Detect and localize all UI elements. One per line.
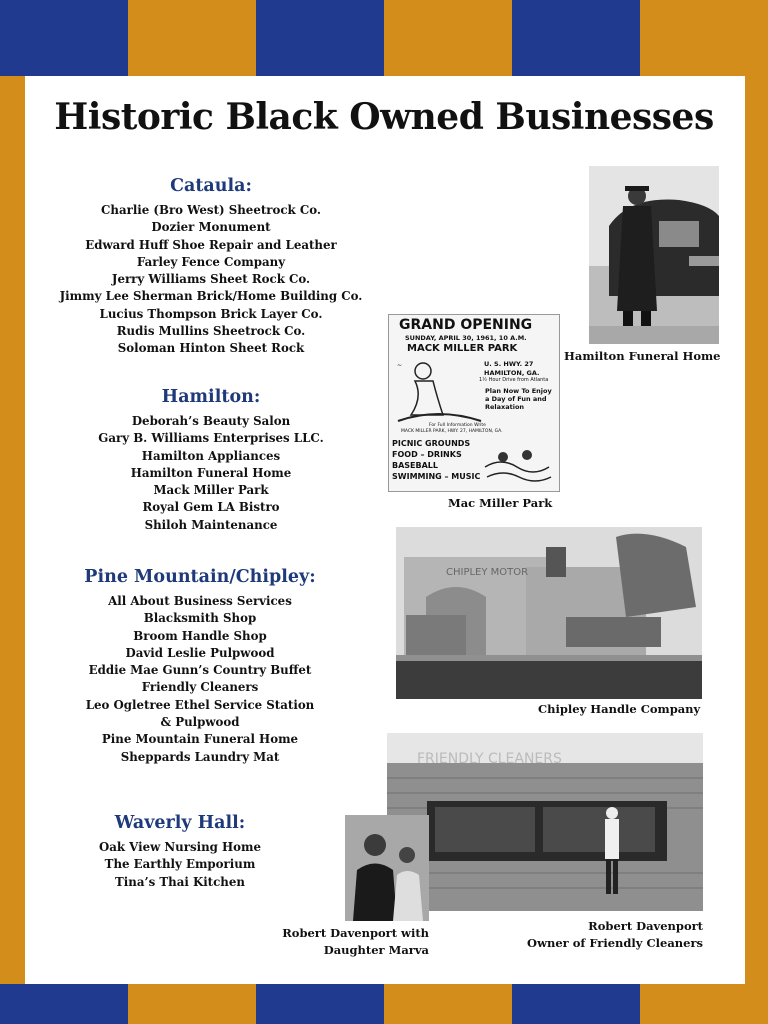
chipley-sign: CHIPLEY MOTOR <box>446 567 529 578</box>
poster-info-2: MACK MILLER PARK, HWY. 27, HAMILTON, GA. <box>401 429 503 434</box>
list-item: All About Business Services <box>108 594 292 608</box>
list-item: Royal Gem LA Bistro <box>142 500 280 515</box>
mack-miller-poster <box>388 314 560 492</box>
list-item: Leo Ogletree Ethel Service Station <box>85 697 315 712</box>
poster-plan <box>485 387 552 411</box>
chipley-caption: Chipley Handle Company <box>538 702 701 716</box>
list-item: Oak View Nursing Home <box>98 840 262 854</box>
svg-text:~: ~ <box>397 362 403 369</box>
list-item: David Leslie Pulpwood <box>125 645 275 660</box>
funeral-home-photo <box>589 166 719 344</box>
list-item: Hamilton Appliances <box>141 448 281 463</box>
list-item: Hamilton Funeral Home <box>130 465 292 480</box>
section-hamilton <box>55 387 367 534</box>
list-item: Sheppards Laundry Mat <box>120 749 280 764</box>
list-item: & Pulpwood <box>160 715 240 730</box>
poster-illustration-icon <box>393 357 483 427</box>
poster-feature: FOOD – DRINKS <box>392 450 462 459</box>
davenport-daughter-photo <box>345 815 429 921</box>
section-waverly-hall <box>90 813 270 891</box>
poster-address-2: HAMILTON, GA. <box>484 369 540 377</box>
friendly-cleaners-caption <box>520 918 703 952</box>
poster-distance: 1½ Hour Drive from Atlanta <box>479 377 549 383</box>
section-heading: Cataula: <box>170 176 252 196</box>
list-item: Eddie Mae Gunn’s Country Buffet <box>88 663 312 678</box>
list-item: Rudis Mullins Sheetrock Co. <box>116 324 306 339</box>
list-item: Gary B. Williams Enterprises LLC. <box>98 431 324 446</box>
caption-line: Daughter Marva <box>323 943 429 957</box>
section-pine-mountain <box>50 567 350 766</box>
poster-plan-line: a Day of Fun and <box>485 395 547 403</box>
poster-feature: SWIMMING – MUSIC <box>392 472 481 481</box>
list-item: Broom Handle Shop <box>133 628 267 643</box>
chipley-photo <box>396 527 702 699</box>
list-item: Friendly Cleaners <box>141 680 259 695</box>
list-item: Edward Huff Shoe Repair and Leather <box>85 237 337 252</box>
poster-park-name: MACK MILLER PARK <box>407 343 518 354</box>
section-heading: Pine Mountain/Chipley: <box>84 567 316 587</box>
page-title: Historic Black Owned Businesses <box>54 96 714 138</box>
list-item: Jerry Williams Sheet Rock Co. <box>111 272 311 287</box>
friendly-cleaners-photo <box>387 733 703 911</box>
poster-headline: GRAND OPENING <box>399 317 533 333</box>
caption-line: Owner of Friendly Cleaners <box>527 936 703 950</box>
poster-info-1: For Full Information Write <box>429 423 486 428</box>
list-item: Soloman Hinton Sheet Rock <box>117 341 305 356</box>
list-item: Charlie (Bro West) Sheetrock Co. <box>101 203 321 217</box>
list-item: Lucius Thompson Brick Layer Co. <box>99 306 323 321</box>
poster-swimmers-icon <box>483 437 553 485</box>
poster-plan-line: Plan Now To Enjoy <box>485 387 552 395</box>
list-item: Dozier Monument <box>151 220 271 235</box>
davenport-daughter-caption <box>270 925 429 959</box>
section-cataula <box>55 176 367 358</box>
mack-miller-caption: Mac Miller Park <box>448 496 553 510</box>
poster-address-1: U. S. HWY. 27 <box>484 360 534 368</box>
top-border-stripe <box>0 0 768 76</box>
poster-features <box>392 438 480 482</box>
list-item: Pine Mountain Funeral Home <box>101 732 299 747</box>
list-item: Jimmy Lee Sherman Brick/Home Building Co. <box>59 289 363 304</box>
section-heading: Hamilton: <box>161 387 261 407</box>
list-item: The Earthly Emporium <box>104 857 256 872</box>
bottom-border-stripe <box>0 984 768 1024</box>
list-item: Deborah’s Beauty Salon <box>131 414 291 428</box>
list-item: Blacksmith Shop <box>143 611 257 626</box>
caption-line: Robert Davenport with <box>282 926 429 940</box>
list-item: Farley Fence Company <box>136 254 286 269</box>
poster-feature: BASEBALL <box>392 461 438 470</box>
section-heading: Waverly Hall: <box>114 813 246 833</box>
poster-feature: PICNIC GROUNDS <box>392 439 471 448</box>
poster-date: SUNDAY, APRIL 30, 1961, 10 A.M. <box>405 334 527 342</box>
funeral-home-caption: Hamilton Funeral Home <box>564 349 721 363</box>
list-item: Shiloh Maintenance <box>144 517 278 532</box>
list-item: Tina’s Thai Kitchen <box>115 874 245 889</box>
list-item: Mack Miller Park <box>153 483 269 498</box>
caption-line: Robert Davenport <box>588 919 703 933</box>
friendly-cleaners-sign: FRIENDLY CLEANERS <box>417 751 562 767</box>
poster-plan-line: Relaxation <box>485 403 525 411</box>
